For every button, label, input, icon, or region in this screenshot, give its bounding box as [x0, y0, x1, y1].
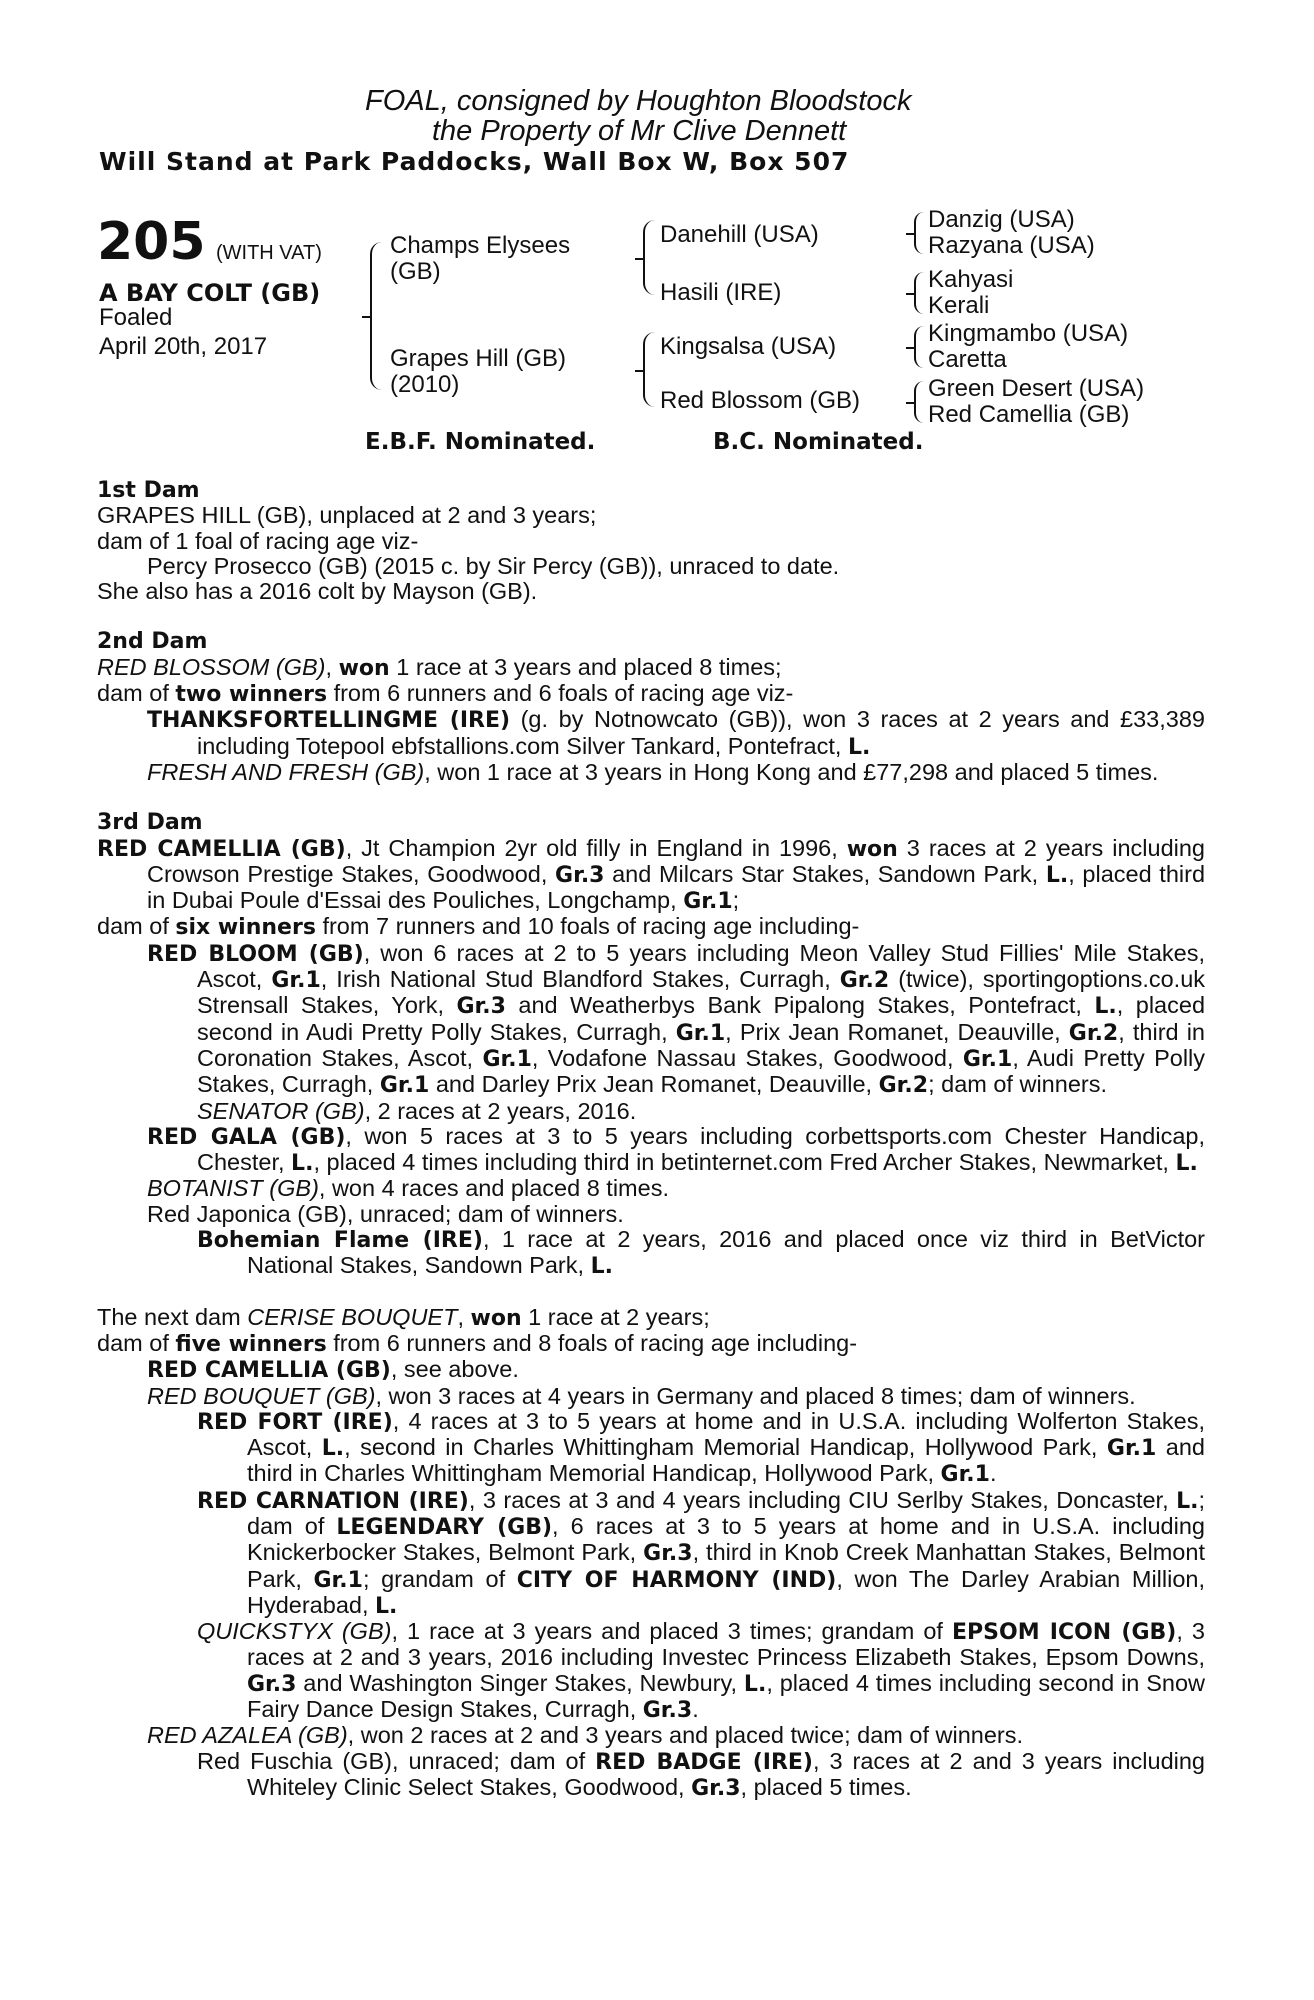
pedigree-brace-sire	[643, 220, 655, 295]
third-dam-produce-4-progeny: Bohemian Flame (IRE), 1 race at 2 years, 2016 and placed once viz third in BetVictor National Stakes, Sandown Park, L.	[197, 1226, 1205, 1280]
second-dam-line: RED BLOSSOM (GB), won 1 race at 3 years and placed 8 times;	[97, 653, 782, 681]
second-dam-produce-1: THANKSFORTELLINGME (IRE) (g. by Notnowcato (GB)), won 3 races at 2 years and £33,389 including Totepool ebfstallions.com Silver Tankard, Pontefract, L.	[147, 706, 1205, 760]
pedigree-brace-gg34	[914, 272, 924, 314]
pedigree-gg6: Caretta	[928, 346, 1007, 373]
pedigree-g4: Red Blossom (GB)	[660, 387, 861, 414]
pedigree-gg1: Danzig (USA)	[928, 206, 1075, 233]
dam-year: (2010)	[390, 371, 460, 398]
third-dam-line: RED CAMELLIA (GB), Jt Champion 2yr old filly in England in 1996, won 3 races at 2 years including Crowson Prestige Stakes, Goodwood, Gr.3 and Milcars Star Stakes, Sandown Park, L., placed third in Dubai Poule d'Essai des Pouliches, Longchamp, Gr.1;	[97, 834, 1206, 915]
third-dam-produce-3: BOTANIST (GB), won 4 races and placed 8 times.	[147, 1175, 669, 1202]
foaled-label: Foaled	[99, 304, 173, 331]
catalogue-body	[97, 478, 1205, 1801]
first-dam-note: She also has a 2016 colt by Mayson (GB).	[97, 578, 538, 605]
lot-title: A BAY COLT (GB)	[99, 279, 321, 307]
sire-origin: (GB)	[390, 258, 441, 285]
next-dam-produce-3: RED AZALEA (GB), won 2 races at 2 and 3 years and placed twice; dam of winners.	[147, 1722, 1024, 1749]
pedigree-dam	[390, 346, 566, 398]
next-dam-produce-2: RED BOUQUET (GB), won 3 races at 4 years in Germany and placed 8 times; dam of winners.	[147, 1382, 1136, 1409]
pedigree-gg7: Green Desert (USA)	[928, 375, 1145, 402]
pedigree-brace-main	[370, 242, 382, 390]
pedigree-gg5: Kingmambo (USA)	[928, 320, 1129, 347]
lot-number: 205	[97, 212, 206, 272]
property-line: the Property of Mr Clive Dennett	[432, 115, 847, 147]
ebf-nomination: E.B.F. Nominated.	[365, 429, 596, 455]
pedigree-g1: Danehill (USA)	[660, 221, 819, 248]
second-dam-heading: 2nd Dam	[97, 629, 208, 655]
next-dam-winners: dam of five winners from 6 runners and 8 foals of racing age including-	[97, 1329, 858, 1357]
second-dam-produce-2: FRESH AND FRESH (GB), won 1 race at 3 years in Hong Kong and £77,298 and placed 5 times.	[147, 758, 1159, 785]
next-dam-progeny-1: RED FORT (IRE), 4 races at 3 to 5 years at home and in U.S.A. including Wolferton Stakes, Ascot, L., second in Charles Whittingham Memorial Handicap, Hollywood Park, Gr.1 and third in Charles Whittingham Memorial Handicap, Hollywood Park, Gr.1.	[197, 1407, 1205, 1488]
pedigree-gg4: Kerali	[928, 292, 990, 319]
pedigree-gg8: Red Camellia (GB)	[928, 401, 1130, 428]
next-dam-line: The next dam CERISE BOUQUET, won 1 race at 2 years;	[97, 1303, 710, 1331]
first-dam-line: GRAPES HILL (GB), unplaced at 2 and 3 years;	[97, 502, 597, 529]
third-dam-produce-2: RED GALA (GB), won 5 races at 3 to 5 years including corbettsports.com Chester Handicap, Chester, L., placed 4 times including third in betinternet.com Fred Archer Stakes, Newmarket, L.	[147, 1122, 1205, 1177]
first-dam-produce: Percy Prosecco (GB) (2015 c. by Sir Percy (GB)), unraced to date.	[147, 552, 840, 579]
pedigree-gg2: Razyana (USA)	[928, 232, 1095, 259]
consignor-line: FOAL, consigned by Houghton Bloodstock	[365, 85, 912, 117]
first-dam-heading: 1st Dam	[97, 478, 200, 503]
pedigree-g2: Hasili (IRE)	[660, 279, 782, 306]
pedigree-brace-gg56	[914, 326, 924, 368]
third-dam-produce-4: Red Japonica (GB), unraced; dam of winners.	[147, 1200, 624, 1227]
pedigree-brace-gg12	[914, 212, 924, 254]
sire-name: Champs Elysees	[390, 232, 571, 259]
vat-note: (WITH VAT)	[216, 242, 322, 264]
foaled-date: April 20th, 2017	[99, 333, 268, 360]
first-dam-foals: dam of 1 foal of racing age viz-	[97, 527, 419, 554]
stand-location: Will Stand at Park Paddocks, Wall Box W, Box 507	[99, 147, 850, 176]
bc-nomination: B.C. Nominated.	[713, 429, 924, 455]
next-dam-progeny-2: RED CARNATION (IRE), 3 races at 3 and 4 years including CIU Serlby Stakes, Doncaster, L.; dam of LEGENDARY (GB), 6 races at 3 to 5 years at home and in U.S.A. including Knickerbocker Stakes, Belmont Park, Gr.3, third in Knob Creek Manhattan Stakes, Belmont Park, Gr.1; grandam of CITY OF HARMONY (IND), won The Darley Arabian Million, Hyderabad, L.	[197, 1486, 1206, 1619]
third-dam-produce-1: RED BLOOM (GB), won 6 races at 2 to 5 years including Meon Valley Stud Fillies' Mile Stakes, Ascot, Gr.1, Irish National Stud Blandford Stakes, Curragh, Gr.2 (twice), sportingoptions.co.uk Strensall Stakes, York, Gr.3 and Weatherbys Bank Pipalong Stakes, Pontefract, L., placed second in Audi Pretty Polly Stakes, Curragh, Gr.1, Prix Jean Romanet, Deauville, Gr.2, third in Coronation Stakes, Ascot, Gr.1, Vodafone Nassau Stakes, Goodwood, Gr.1, Audi Pretty Polly Stakes, Curragh, Gr.1 and Darley Prix Jean Romanet, Deauville, Gr.2; dam of winners.	[147, 939, 1206, 1099]
lot-number-block	[97, 212, 322, 272]
third-dam-produce-1-progeny: SENATOR (GB), 2 races at 2 years, 2016.	[197, 1097, 637, 1124]
pedigree-gg3: Kahyasi	[928, 266, 1014, 293]
pedigree-brace-dam	[643, 332, 655, 407]
next-dam-produce-1: RED CAMELLIA (GB), see above.	[147, 1356, 519, 1384]
next-dam-progeny-3: QUICKSTYX (GB), 1 race at 3 years and placed 3 times; grandam of EPSOM ICON (GB), 3 races at 2 and 3 years, 2016 including Investec Princess Elizabeth Stakes, Epsom Downs, Gr.3 and Washington Singer Stakes, Newbury, L., placed 4 times including second in Snow Fairy Dance Design Stakes, Curragh, Gr.3.	[197, 1618, 1206, 1724]
pedigree-brace-gg78	[914, 381, 924, 423]
next-dam-produce-3-progeny: Red Fuschia (GB), unraced; dam of RED BADGE (IRE), 3 races at 2 and 3 years including Whiteley Clinic Select Stakes, Goodwood, Gr.3, placed 5 times.	[197, 1747, 1205, 1801]
pedigree-g3: Kingsalsa (USA)	[660, 333, 837, 360]
third-dam-heading: 3rd Dam	[97, 810, 203, 836]
dam-name: Grapes Hill (GB)	[390, 345, 567, 372]
third-dam-winners: dam of six winners from 7 runners and 10 foals of racing age including-	[97, 913, 860, 941]
second-dam-winners: dam of two winners from 6 runners and 6 foals of racing age viz-	[97, 680, 794, 708]
pedigree-sire	[390, 233, 570, 285]
